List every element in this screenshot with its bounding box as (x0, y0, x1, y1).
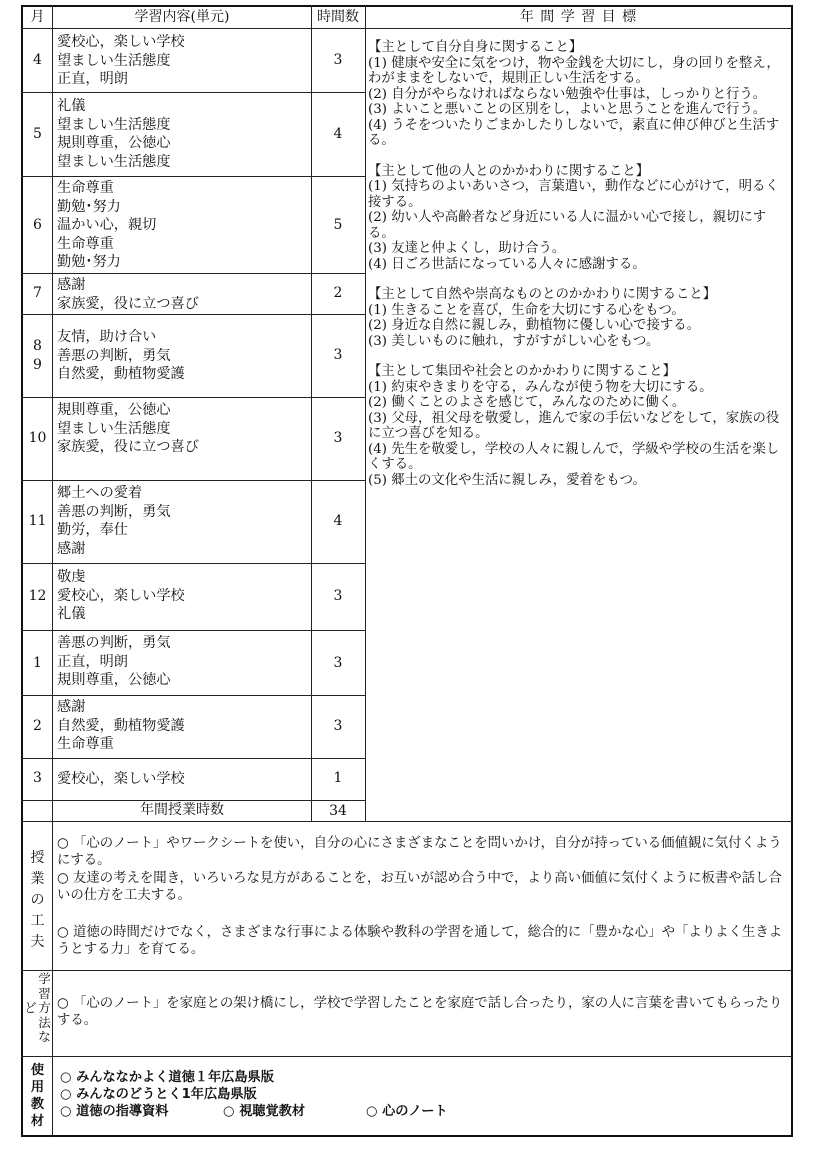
materials-label-char: 教 (30, 1097, 45, 1112)
divider (21, 563, 365, 564)
goal-section-self (368, 40, 790, 149)
unit-list (57, 179, 309, 272)
header-goals: 年 間 学 習 目 標 (519, 9, 638, 25)
unit-list (57, 770, 309, 789)
divider (21, 176, 365, 177)
goal-line: (1) 健康や安全に気をつけ，物や金銭を大切にし，身の回りを整え，わがままをしないで，規則正しい生活をする。 (368, 55, 780, 86)
goal-heading: 【主として集団や社会とのかかわりに関すること】 (368, 364, 676, 379)
header-content: 学習内容(単元) (134, 9, 230, 25)
divider (21, 314, 365, 315)
annual-goals (368, 40, 790, 503)
unit-item: 望ましい生活態度 (57, 116, 171, 133)
unit-item: 善悪の判断，勇気 (57, 635, 171, 651)
goal-line: (1) 約束やきまりを守る，みんなが使う物を大切にする。 (368, 379, 713, 395)
unit-list (57, 634, 309, 690)
label-char: 学 (38, 971, 51, 986)
goal-line: (3) 友達と仲よくし，助け合う。 (368, 241, 566, 256)
unit-list (57, 698, 309, 754)
month-cell: 4 (33, 52, 42, 68)
hours-cell: 3 (333, 588, 343, 604)
materials-label-char: 使 (30, 1063, 45, 1078)
divider (21, 970, 793, 971)
unit-list (57, 401, 309, 457)
goal-line: (2) 身近な自然に親しみ，動植物に優しい心で接する。 (368, 318, 701, 333)
unit-item: 勤労，奉仕 (57, 522, 128, 539)
unit-item: 生命尊重 (57, 180, 114, 196)
divider (21, 28, 793, 29)
label-char: ど (24, 1000, 37, 1015)
material-item: ○ みんなのどうとく1年広島県版 (60, 1087, 257, 1102)
total-label: 年間授業時数 (140, 802, 224, 818)
divider (21, 92, 365, 93)
divider (365, 5, 366, 821)
learning-method-label (23, 972, 52, 1054)
unit-item: 家族愛，役に立つ喜び (57, 295, 199, 312)
divider (21, 397, 365, 398)
month-cell (23, 337, 52, 375)
month-cell: 10 (28, 430, 47, 446)
unit-item: 愛校心，楽しい学校 (57, 771, 185, 787)
teaching-label-char: の (30, 892, 45, 908)
unit-item: 生命尊重 (57, 235, 114, 252)
month-cell: 5 (33, 126, 42, 142)
unit-item: 敬虔 (57, 569, 86, 585)
goal-heading: 【主として自然や崇高なものとのかかわりに関すること】 (368, 287, 717, 302)
month-cell: 12 (28, 588, 47, 604)
teaching-label-char: 夫 (30, 934, 45, 950)
divider (21, 758, 365, 759)
materials-label (23, 1062, 52, 1130)
goal-line: (3) よいこと悪いことの区別をし，よいと思うことを進んで行う。 (368, 102, 767, 117)
goal-line: (4) 日ごろ世話になっている人々に感謝する。 (368, 256, 646, 272)
learning-method-label-left (24, 1001, 37, 1016)
unit-item: 愛校心，楽しい学校 (57, 587, 185, 604)
unit-item: 望ましい生活態度 (57, 52, 171, 69)
goal-line: (2) 幼い人や高齢者など身近にいる人に温かい心で接し，親切にする。 (368, 210, 767, 241)
month-9: 9 (33, 357, 42, 373)
goal-line: (1) 生きることを喜び，生命を大切にする心をもつ。 (368, 302, 685, 318)
unit-list (57, 484, 309, 558)
goal-line: (4) 先生を敬愛し，学校の人々に親しんで，学級や学校の生活を楽しくする。 (368, 441, 780, 472)
unit-item: 礼儀 (57, 98, 86, 114)
hours-cell: 5 (333, 217, 343, 233)
material-item: ○ 視聴覚教材 (223, 1104, 306, 1119)
goal-line: (2) 自分がやらなければならない勉強や仕事は，しっかりと行う。 (368, 86, 767, 102)
unit-item: 自然愛，動植物愛護 (57, 366, 185, 383)
month-cell: 6 (33, 217, 42, 233)
hours-cell: 3 (333, 655, 343, 671)
unit-item: 規則尊重，公徳心 (57, 672, 171, 689)
label-char: 方 (38, 1000, 51, 1015)
unit-item: 温かい心，親切 (57, 217, 157, 234)
month-cell: 7 (33, 285, 42, 301)
materials-list (60, 1069, 780, 1120)
material-item: ○ 心のノート (366, 1104, 448, 1119)
goal-line: (3) 父母，祖父母を敬愛し，進んで家の手伝いなどをして，家族の役に立つ喜びを知る。 (368, 410, 780, 441)
unit-item: 感謝 (57, 277, 86, 293)
learning-method-label-right (38, 972, 51, 1045)
goal-heading: 【主として自分自身に関すること】 (368, 40, 583, 55)
unit-item: 感謝 (57, 540, 86, 557)
goal-line: (3) 美しいものに触れ，すがすがしい心をもつ。 (368, 333, 660, 349)
unit-list (57, 328, 309, 384)
hours-cell: 4 (333, 126, 343, 142)
divider (52, 821, 53, 1137)
hours-cell: 3 (333, 430, 343, 446)
teaching-label-char: 工 (30, 913, 45, 929)
divider (21, 695, 365, 696)
unit-item: 規則尊重，公徳心 (57, 402, 171, 418)
unit-item: 愛校心，楽しい学校 (57, 34, 185, 50)
goal-line: (1) 気持ちのよいあいさつ，言葉遣い，動作などに心がけて，明るく接する。 (368, 179, 779, 210)
goal-line: (5) 郷土の文化や生活に親しみ，愛着をもつ。 (368, 472, 646, 488)
unit-item: 郷土への愛着 (57, 485, 143, 501)
goal-section-society (368, 364, 790, 488)
unit-item: 家族愛，役に立つ喜び (57, 439, 199, 456)
divider (21, 273, 365, 274)
teaching-label-char: 業 (30, 871, 45, 887)
materials-label-char: 材 (30, 1114, 45, 1129)
unit-item: 善悪の判断，勇気 (57, 347, 171, 364)
unit-item: 礼儀 (57, 606, 86, 623)
hours-cell: 4 (333, 513, 343, 529)
teaching-label-char: 授 (30, 850, 45, 866)
unit-list (57, 97, 309, 171)
teaching-line: ○ 友達の考えを聞き，いろいろな見方があることを，お互いが認め合う中で，より高い価値に気付くように板書や話し合いの仕方を工夫する。 (57, 871, 782, 903)
hours-cell: 1 (333, 770, 343, 786)
goal-section-nature (368, 287, 790, 349)
teaching-line: ○ 道徳の時間だけでなく，さまざまな行事による体験や教科の学習を通して，総合的に「豊かな心」や「よりよく生きようとする力」を育てる。 (57, 925, 783, 957)
materials-label-char: 用 (30, 1080, 45, 1095)
label-char: 法 (38, 1014, 51, 1030)
header-month: 月 (30, 9, 45, 25)
unit-item: 勤勉･努力 (57, 254, 121, 271)
goal-line: (2) 働くことのよさを感じて，みんなのために働く。 (368, 395, 686, 410)
unit-item: 友情，助け合い (57, 329, 157, 345)
material-item: ○ みんななかよく道徳１年広島県版 (60, 1070, 274, 1085)
unit-item: 生命尊重 (57, 736, 114, 753)
learning-method-line: ○ 「心のノート」を家庭との架け橋にし，学校で学習したことを家庭で話し合ったり，家の人に言葉を書いてもらったりする。 (57, 996, 783, 1028)
unit-item: 感謝 (57, 699, 86, 715)
month-cell: 1 (33, 655, 42, 671)
month-cell: 3 (33, 770, 42, 786)
hours-cell: 3 (333, 52, 343, 68)
teaching-line: ○ 「心のノート」やワークシートを使い，自分の心にさまざまなことを問いかけ，自分が持っている価値観に気付くようにする。 (57, 836, 782, 868)
label-char: な (38, 1029, 51, 1044)
material-row (60, 1103, 780, 1120)
unit-item: 望ましい生活態度 (57, 153, 171, 170)
total-hours: 34 (329, 803, 347, 819)
label-char: 習 (38, 985, 51, 1001)
month-cell: 2 (33, 718, 42, 734)
teaching-label (23, 848, 52, 953)
hours-cell: 3 (333, 718, 343, 734)
unit-item: 善悪の判断，勇気 (57, 503, 171, 520)
unit-list (57, 33, 309, 89)
goal-line: (4) うそをついたりごまかしたりしないで，素直に伸び伸びと生活する。 (368, 117, 780, 148)
unit-item: 正直，明朗 (57, 653, 128, 670)
hours-cell: 3 (333, 347, 343, 363)
goal-heading: 【主として他の人とのかかわりに関すること】 (368, 163, 650, 179)
divider (21, 1056, 793, 1057)
hours-cell: 2 (333, 285, 343, 301)
unit-list (57, 276, 309, 313)
divider (21, 821, 793, 822)
month-cell: 11 (28, 513, 47, 529)
unit-list (57, 568, 309, 624)
divider (52, 5, 53, 821)
unit-item: 望ましい生活態度 (57, 420, 171, 437)
header-hours: 時間数 (317, 9, 359, 25)
unit-item: 正直，明朗 (57, 71, 128, 88)
unit-item: 自然愛，動植物愛護 (57, 717, 185, 734)
divider (21, 630, 365, 631)
month-8: 8 (33, 338, 42, 354)
unit-item: 勤勉･努力 (57, 198, 121, 215)
unit-item: 規則尊重，公徳心 (57, 135, 171, 152)
divider (21, 480, 365, 481)
material-item: ○ 道徳の指導資料 (60, 1104, 169, 1119)
goal-section-others (368, 164, 790, 273)
